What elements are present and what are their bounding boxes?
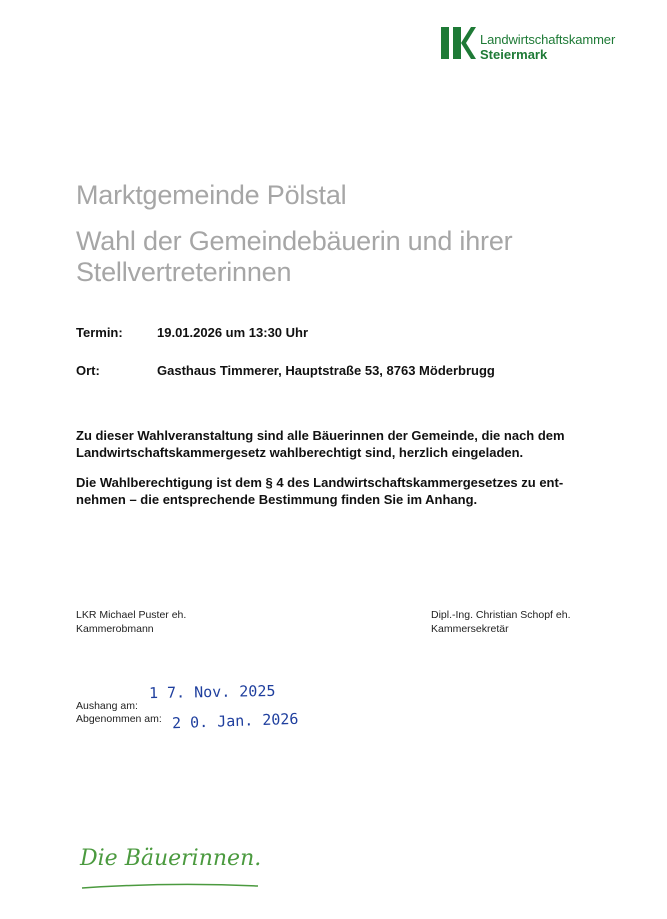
ort-label: Ort: xyxy=(76,363,100,378)
signature-right-name: Dipl.-Ing. Christian Schopf eh. xyxy=(431,609,571,621)
stamp-aushang-date: 1 7. Nov. 2025 xyxy=(148,681,276,703)
heading-line2: Stellvertreterinnen xyxy=(76,257,292,287)
signature-right-role: Kammersekretär xyxy=(431,623,509,635)
ort-value: Gasthaus Timmerer, Hauptstraße 53, 8763 Möderbrugg xyxy=(157,363,495,378)
signature-left-name: LKR Michael Puster eh. xyxy=(76,609,187,621)
termin-label: Termin: xyxy=(76,325,123,340)
baeuerinnen-logo: Die Bäuerinnen. xyxy=(80,846,262,871)
signature-left xyxy=(76,608,186,636)
signature-left-role: Kammerobmann xyxy=(76,623,154,635)
signature-right xyxy=(431,608,570,636)
stamp-abgenommen-date: 2 0. Jan. 2026 xyxy=(171,709,299,733)
municipality-title: Marktgemeinde Pölstal xyxy=(76,180,347,210)
heading-line1: Wahl der Gemeindebäuerin und ihrer xyxy=(76,226,513,256)
eligibility-paragraph: Die Wahlberechtigung ist dem § 4 des Landwirtschaftskammergesetzes zu ent-nehmen – die entsprechende Bestimmung finden Sie im Anhang. xyxy=(76,475,564,507)
logo-text-line2: Steiermark xyxy=(480,47,548,62)
posting-labels xyxy=(76,700,162,726)
invitation-paragraph: Zu dieser Wahlveranstaltung sind alle Bäuerinnen der Gemeinde, die nach dem Landwirtschaftskammergesetz wahlberechtigt sind, herzlich eingeladen. xyxy=(76,428,565,460)
abgenommen-label: Abgenommen am: xyxy=(76,713,162,725)
aushang-label: Aushang am: xyxy=(76,700,138,712)
footer-swoosh-icon xyxy=(80,882,260,890)
termin-value: 19.01.2026 um 13:30 Uhr xyxy=(157,325,309,340)
logo-text-line1: Landwirtschaftskammer xyxy=(480,32,616,47)
lk-logo-icon xyxy=(440,26,476,60)
